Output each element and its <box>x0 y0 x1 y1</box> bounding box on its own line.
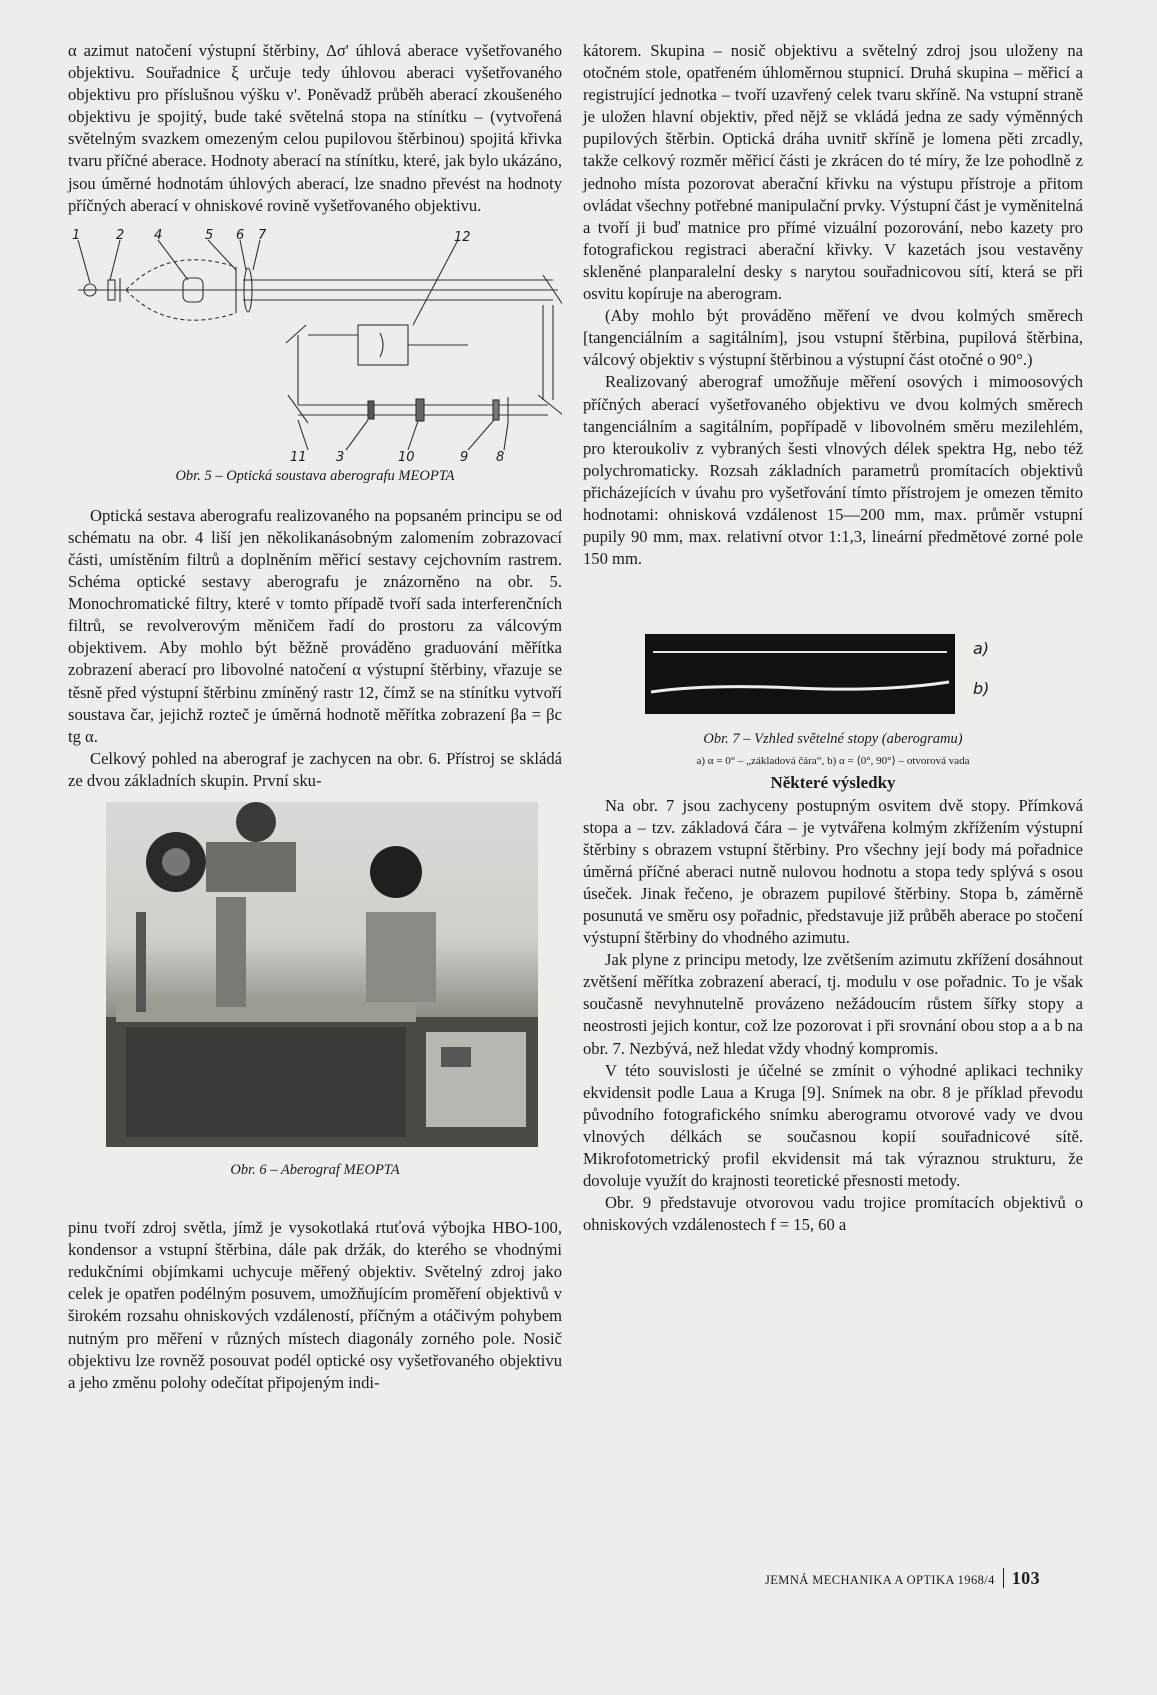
fig5-number-10: 10 <box>398 449 415 465</box>
paragraph-overview: Celkový pohled na aberograf je zachycen na obr. 6. Přístroj se skládá ze dvou základních skupin. První sku- <box>68 748 562 790</box>
left-column <box>68 40 562 1394</box>
right-column <box>583 40 1083 1236</box>
paragraph-intro: α azimut natočení výstupní štěrbiny, Δσ' úhlová aberace vyšetřovaného objektivu. Souřadnice ξ určuje tedy úhlovou aberaci vyšetřovaného objektivu pro příslušnou výšku v'. Poněvadž průběh aberací zkoušeného objektivu je spojitý, bude také světelná stopa na stínítku – (vytvořená světelným svazkem omezeným celou pupilovou štěrbinou) spojitá křivka tvaru příčné aberace. Hodnoty aberací na stínítku, které, jak bylo ukázáno, jsou úměrné hodnotám úhlových aberací, lze snadno převést na hodnoty příčných aberací v ohniskové rovině vyšetřovaného objektivu. <box>68 41 562 215</box>
paragraph-realized: Realizovaný aberograf umožňuje měření osových i mimoosových příčných aberací vyšetřovaného objektivu ve dvou kolmých směrech tangenciálním a sagitálním, popřípadě v libovolném směru mezilehlém, pro kteroukoliv z vybraných šesti vlnových délek spektra Hg, nebo též polychromaticky. Rozsah základních parametrů promítacích objektivů přicházejících v úvahu pro vyšetřování tímto přístrojem je omezen těmito hodnotami: ohnisková vzdálenost 15—200 mm, max. průměr vstupní pupily 90 mm, max. relativní otvor 1:1,3, lineární předmětové zorné pole 150 mm. <box>583 372 1083 569</box>
fig5-number-8: 8 <box>496 449 505 465</box>
paragraph-results-1: Na obr. 7 jsou zachyceny postupným osvitem dvě stopy. Přímková stopa a – tzv. základová čára – je vytvářena kolmým zkřížením výstupní štěrbiny s obrazem vstupní štěrbiny. Pro všechny její body má pořadnice úměrná příčné aberaci nutně nulovou hodnotu a stopa tedy splývá s osou úseček. Jinak řečeno, je obrazem pupilové štěrbiny. Stopa b, záměrně posunutá ve směru osy pořadnic, představuje již průběh aberace po stočení výstupní štěrbiny do vhodného azimutu. <box>583 795 1083 948</box>
paragraph-results-4: Obr. 9 představuje otvorovou vadu trojice promítacích objektivů o ohniskových vzdálenostech f = 15, 60 a <box>583 1193 1083 1235</box>
figure-6-aberograph-photo <box>68 802 562 1181</box>
fig5-number-11: 11 <box>290 449 307 465</box>
fig5-number-12: 12 <box>454 229 471 245</box>
figure-5-caption: Obr. 5 – Optická soustava aberografu MEOPTA <box>175 467 455 484</box>
paragraph-light-source: pinu tvoří zdroj světla, jímž je vysokotlaká rtuťová výbojka HBO-100, kondensor a vstupní štěrbina, dále pak držák, do kterého se vhodnými redukčními objímkami uchycuje měřený objektiv. Světelný zdroj jako celek je opatřen podélným posuvem, umožňujícím proměření objektivů v širokém rozsahu ohniskových vzdáleností, příčným a otáčivým pohybem nutným pro měření v různých místech diagonály zorného pole. Nosič objektivu lze rovněž posouvat podél optické osy vyšetřovaného objektivu a jeho změnu polohy odečítat připojeným indi- <box>68 1218 562 1392</box>
fig5-number-1: 1 <box>72 227 81 243</box>
fig5-number-6: 6 <box>236 227 245 243</box>
page-number: 103 <box>1003 1568 1040 1588</box>
fig5-number-4: 4 <box>154 227 163 243</box>
fig5-number-2: 2 <box>116 227 125 243</box>
optical-schematic-diagram <box>68 225 562 460</box>
figure-5-optical-schematic <box>68 225 562 487</box>
paragraph-results-3: V této souvislosti je účelné se zmínit o výhodné aplikaci techniky ekvidensit podle Laua a Kruga [9]. Snímek na obr. 8 je příklad převodu původního fotografického snímku aberogramu otvorové vady ve dvou vlnových délkách se současnou kopií souřadnicové sítě. Mikrofotometrický profil ekvidensit má tak výraznou strukturu, že dovoluje využít do krajnosti teoretické přesnosti metody. <box>583 1060 1083 1191</box>
paragraph-results-2: Jak plyne z principu metody, lze zvětšením azimutu zkřížení dosáhnout zvětšení měřítka zobrazení aberací, tj. modulu v ose pořadnic. To je však současně nevyhnutelně provázeno nežádoucím růstem šířky stopy a neostrosti jejich kontur, což lze pozorovat i při srovnání obou stop a a b na obr. 7. Nezbývá, než hledat vždy vhodný kompromis. <box>583 950 1083 1058</box>
journal-name: JEMNÁ MECHANIKA A OPTIKA 1968/4 <box>765 1573 995 1587</box>
page-footer <box>765 1568 1040 1589</box>
paragraph-indicator: kátorem. Skupina – nosič objektivu a světelný zdroj jsou uloženy na otočném stole, opatřeném úhloměrnou stupnicí. Druhá skupina – měřicí a registrující jednotka – tvoří uzavřený celek tvaru skříně. Na vstupní straně je uložen hlavní objektiv, před nějž se vkládá jedna ze sady výměnných pupilových štěrbin. Optická dráha uvnitř skříně je lomena pěti zrcadly, takže celkový rozměr měřicí části je zkrácen do té míry, že lze pohodlně z jednoho místa pozorovat aberační křivku na výstupu přístroje a přitom ovládat všechny potřebné manipulační prvky. Výstupní část je vyměnitelná a tvoří ji buď matnice pro přímé vizuální pozorování, nebo kazety pro fotografickou registraci aberační křivky. V kazetách jsou vestavěny skleněné planparalelní desky s narytou souřadnicovou sítí, která se při osvitu kopíruje na aberogram. <box>583 41 1083 304</box>
aberogram-image <box>645 634 955 714</box>
trace-b <box>645 634 955 714</box>
figure-6-caption: Obr. 6 – Aberograf MEOPTA <box>230 1161 400 1178</box>
fig5-number-5: 5 <box>205 227 214 243</box>
paragraph-directions: (Aby mohlo být prováděno měření ve dvou kolmých směrech [tangenciálním a sagitálním], jsou vstupní štěrbina, pupilová štěrbina, válcový objektiv s výstupní štěrbinou a výstupní část otočné o 90°.) <box>583 306 1083 370</box>
figure-7-aberogram <box>583 634 1083 772</box>
fig7-label-b: b) <box>973 679 990 699</box>
section-heading-results: Některé výsledky <box>770 773 896 793</box>
fig5-number-9: 9 <box>460 449 469 465</box>
paragraph-optical-setup: Optická sestava aberografu realizovaného na popsaném principu se od schématu na obr. 4 liší jen několikanásobným zalomením zobrazovací části, umístěním filtrů a doplněním měřicí sestavy cejchovním rastrem. Schéma optické sestavy aberografu je znázorněno na obr. 5. Monochromatické filtry, které v tomto případě tvoří sada interferenčních filtrů, se revolverovým měničem řadí do prostoru za válcovým objektivem. Aby mohlo být běžně prováděno graduování měřítka zobrazení aberací pro libovolné natočení α výstupní štěrbiny, vřazuje se těsně před výstupní štěrbinu zmíněný rastr 12, čímž se na stínítku vytvoří soustava čar, jejichž rozteč je úměrná hodnotě měřítka zobrazení βa = βc tg α. <box>68 505 562 746</box>
fig5-number-7: 7 <box>258 227 267 243</box>
figure-7-caption: Obr. 7 – Vzhled světelné stopy (aberogramu) <box>703 731 963 748</box>
fig7-label-a: a) <box>973 639 990 659</box>
aberograph-photograph <box>106 802 538 1147</box>
figure-7-subcaption: a) α = 0° – „základová čára“, b) α = ⟨0°, 90°⟩ – otvorová vada <box>696 755 970 768</box>
fig5-number-3: 3 <box>336 449 345 465</box>
